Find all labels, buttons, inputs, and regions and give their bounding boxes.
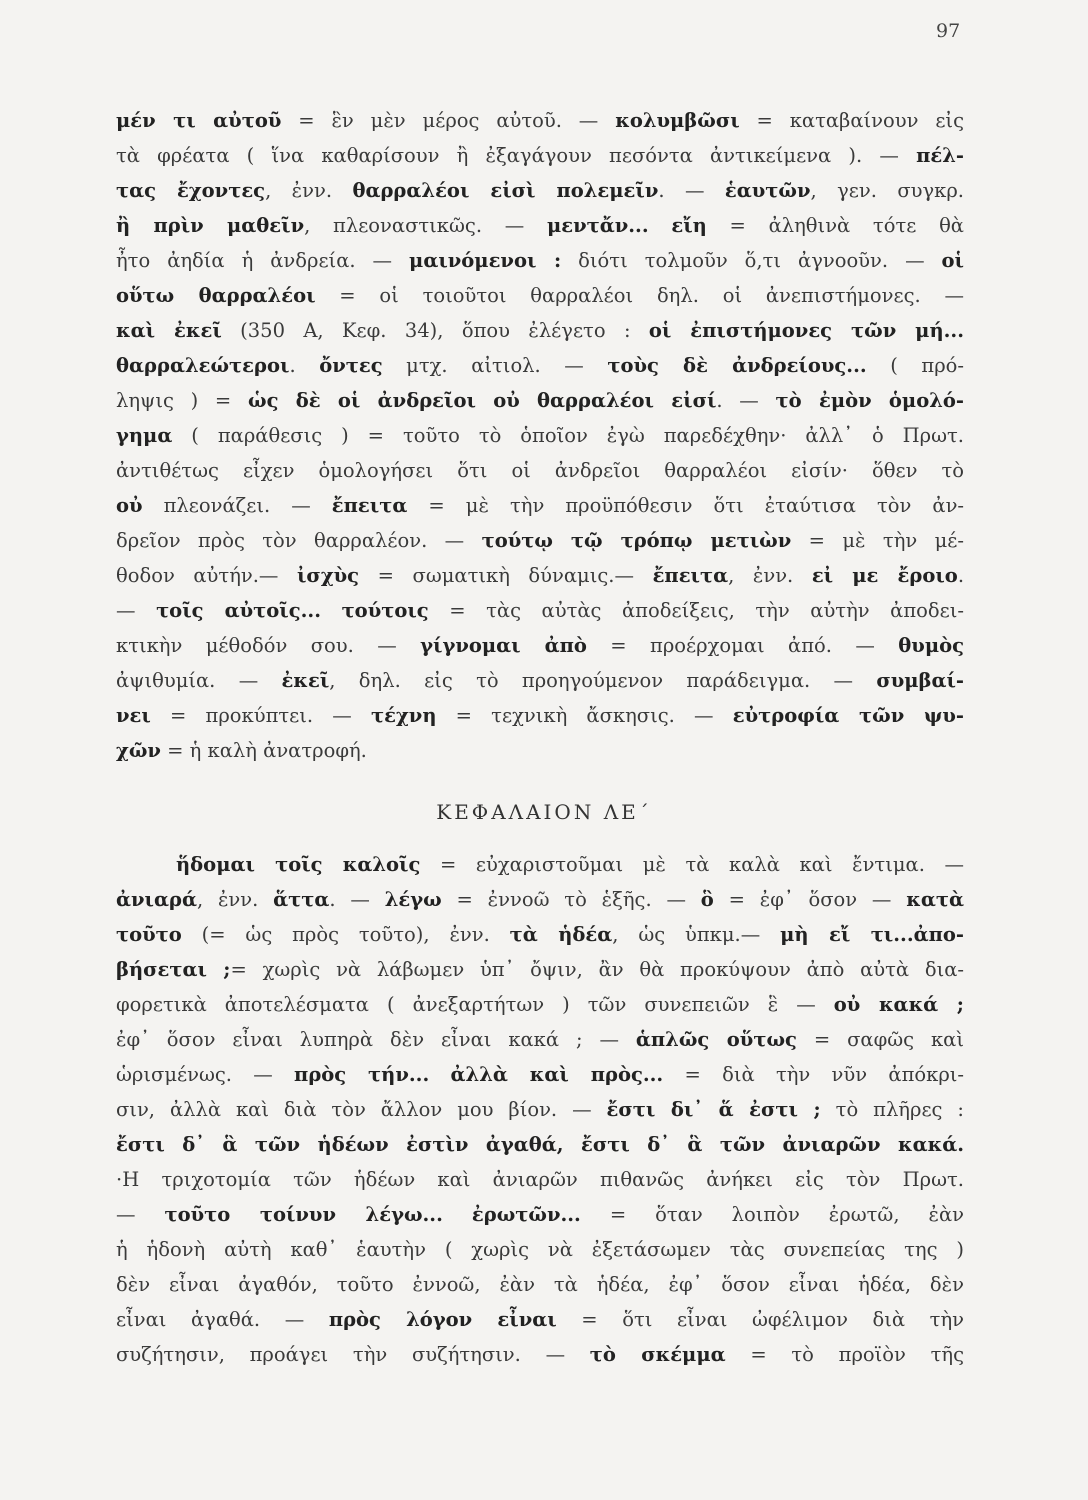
text-line bbox=[116, 243, 964, 278]
gloss-text: = προέρχομαι ἀπό. — bbox=[586, 634, 899, 657]
lemma-bold: ὄντες bbox=[319, 354, 383, 377]
lemma-bold: γίγνομαι ἀπὸ bbox=[420, 634, 587, 657]
text-line bbox=[116, 1197, 964, 1232]
gloss-text: = διὰ τὴν νῦν ἀπόκρι- bbox=[663, 1063, 964, 1086]
text-line bbox=[116, 917, 964, 952]
text-line bbox=[116, 733, 964, 768]
lemma-bold: τέχνη bbox=[370, 704, 437, 727]
gloss-text: , ἐνν. bbox=[728, 564, 812, 587]
text-line bbox=[116, 1057, 964, 1092]
lemma-bold: ἑαυτῶν bbox=[724, 179, 811, 202]
text-line bbox=[116, 1022, 964, 1057]
lemma-bold: οἱ bbox=[941, 249, 964, 272]
lemma-bold: τοῖς αὐτοῖς... bbox=[156, 599, 321, 622]
lemma-bold: ἔπειτα bbox=[331, 494, 408, 517]
gloss-text: μτχ. αἰτιολ. — bbox=[382, 354, 608, 377]
gloss-text: σιν, ἀλλὰ καὶ διὰ τὸν ἄλλον μου βίον. — bbox=[116, 1098, 607, 1121]
gloss-text: = εὐχαριστοῦμαι μὲ τὰ καλὰ καὶ ἔντιμα. — bbox=[420, 853, 964, 876]
text-line bbox=[116, 208, 964, 243]
gloss-text: τὰ φρέατα ( ἵνα καθαρίσουν ἢ ἐξαγάγουν πεσόντα ἀντικείμενα ). — bbox=[116, 144, 917, 167]
gloss-text: = μὲ τὴν μέ- bbox=[791, 529, 964, 552]
lemma-bold: μαινόμενοι : bbox=[409, 249, 562, 272]
text-line bbox=[116, 663, 964, 698]
lemma-bold: οὕτω θαρραλέοι bbox=[116, 284, 316, 307]
gloss-text: , δηλ. εἰς τὸ προηγούμενον παράδειγμα. — bbox=[329, 669, 877, 692]
gloss-text: κτικὴν μέθοδόν σου. — bbox=[116, 634, 421, 657]
gloss-text: = ἐφ᾽ ὅσον — bbox=[713, 888, 907, 911]
gloss-text: . — bbox=[716, 389, 776, 412]
commentary-block-2 bbox=[116, 847, 964, 1372]
lemma-bold: ἔστι δ᾽ ἃ τῶν ἡδέων ἐστὶν ἀγαθά, ἔστι δ᾽ ἃ τῶν ἀνιαρῶν κακά. bbox=[116, 1133, 964, 1156]
text-line bbox=[116, 488, 964, 523]
gloss-text: ὡρισμένως. — bbox=[116, 1063, 295, 1086]
lemma-bold: ἔστι δι᾽ ἅ ἐστι ; bbox=[606, 1098, 821, 1121]
lemma-bold: μὴ εἴ τι...ἀπο- bbox=[780, 923, 964, 946]
lemma-bold: εἴη bbox=[671, 214, 707, 237]
gloss-text: ἀντιθέτως εἶχεν ὁμολογήσει ὅτι οἱ ἀνδρεῖοι θαρραλέοι εἰσίν· ὅθεν τὸ bbox=[116, 459, 964, 482]
lemma-bold: εἰ με ἔροιο bbox=[811, 564, 958, 587]
gloss-text: ( πρό- bbox=[866, 354, 964, 377]
gloss-text: . bbox=[289, 354, 320, 377]
lemma-bold: βήσεται ; bbox=[116, 958, 231, 981]
gloss-text: = ἐννοῶ τὸ ἑξῆς. — bbox=[441, 888, 701, 911]
lemma-bold: κατὰ bbox=[906, 888, 964, 911]
text-line bbox=[116, 523, 964, 558]
gloss-text: διότι τολμοῦν ὅ,τι ἀγνοοῦν. — bbox=[561, 249, 942, 272]
lemma-bold: θυμὸς bbox=[898, 634, 964, 657]
text-line bbox=[116, 1267, 964, 1302]
page-number: 97 bbox=[936, 20, 961, 42]
gloss-text: ἦτο ἀηδία ἡ ἀνδρεία. — bbox=[116, 249, 410, 272]
lemma-bold: ἐρωτῶν... bbox=[471, 1203, 581, 1226]
text-line bbox=[116, 1092, 964, 1127]
lemma-bold: τὰ ἡδέα bbox=[509, 923, 613, 946]
lemma-bold: τὸ σκέμμα bbox=[589, 1343, 726, 1366]
gloss-text: , πλεοναστικῶς. — bbox=[304, 214, 547, 237]
gloss-text: (= ὡς πρὸς τοῦτο), ἐνν. bbox=[181, 923, 510, 946]
text-line bbox=[116, 1127, 964, 1162]
chapter-heading: ΚΕΦΑΛΑΙΟΝ ΛΕ΄ bbox=[436, 800, 652, 824]
gloss-text: = καταβαίνουν εἰς bbox=[739, 109, 964, 132]
gloss-text bbox=[429, 1063, 450, 1086]
text-line bbox=[116, 628, 964, 663]
text-line bbox=[116, 952, 964, 987]
gloss-text: = προκύπτει. — bbox=[150, 704, 371, 727]
gloss-text: εἶναι ἀγαθά. — bbox=[116, 1308, 329, 1331]
gloss-text bbox=[321, 599, 342, 622]
gloss-text: = ἡ καλὴ ἀνατροφή. bbox=[160, 739, 367, 762]
gloss-text: . — bbox=[329, 888, 385, 911]
text-line bbox=[116, 453, 964, 488]
lemma-bold: κολυμβῶσι bbox=[615, 109, 740, 132]
gloss-text: . bbox=[957, 564, 964, 587]
text-line bbox=[116, 558, 964, 593]
lemma-bold: ἥδομαι τοῖς καλοῖς bbox=[176, 853, 421, 876]
gloss-text: = ὅτι εἶναι ὠφέλιμον διὰ τὴν bbox=[556, 1308, 964, 1331]
gloss-text: , ἐνν. bbox=[196, 888, 274, 911]
lemma-bold: νει bbox=[116, 704, 151, 727]
text-line bbox=[116, 313, 964, 348]
gloss-text: πλεονάζει. — bbox=[142, 494, 332, 517]
gloss-text: = τὰς αὐτὰς ἀποδείξεις, τὴν αὐτὴν ἀποδει- bbox=[428, 599, 964, 622]
lemma-bold: ἢ πρὶν μαθεῖν bbox=[116, 214, 305, 237]
lemma-bold: γημα bbox=[116, 424, 173, 447]
lemma-bold: πρὸς λόγον εἶναι bbox=[328, 1308, 557, 1331]
gloss-text: = σαφῶς καὶ bbox=[796, 1028, 964, 1051]
text-line bbox=[116, 987, 964, 1022]
lemma-bold: τοῦτο bbox=[116, 923, 182, 946]
gloss-text: = τεχνικὴ ἄσκησις. — bbox=[436, 704, 733, 727]
gloss-text: — bbox=[116, 1203, 165, 1226]
lemma-bold: τοῦτο τοίνυν λέγω... bbox=[164, 1203, 443, 1226]
gloss-text: , ὡς ὑπκμ.— bbox=[612, 923, 781, 946]
text-line bbox=[116, 1232, 964, 1267]
lemma-bold: τας ἔχοντες bbox=[116, 179, 266, 202]
gloss-text bbox=[443, 1203, 472, 1226]
text-line bbox=[116, 1162, 964, 1197]
gloss-text bbox=[649, 214, 672, 237]
gloss-text: ἡ ἡδονὴ αὐτὴ καθ᾽ ἑαυτὴν ( χωρὶς νὰ ἐξετάσωμεν τὰς συνεπείας της ) bbox=[116, 1238, 964, 1261]
text-line bbox=[116, 593, 964, 628]
gloss-text: = χωρὶς νὰ λάβωμεν ὑπ᾽ ὄψιν, ἂν θὰ προκύψουν ἀπὸ αὐτὰ δια- bbox=[230, 958, 964, 981]
gloss-text: = μὲ τὴν προϋπόθεσιν ὅτι ἐταύτισα τὸν ἀν- bbox=[407, 494, 964, 517]
gloss-text: . — bbox=[658, 179, 725, 202]
gloss-text: = ἀληθινὰ τότε θὰ bbox=[706, 214, 964, 237]
text-line bbox=[116, 1337, 964, 1372]
lemma-bold: οὐ κακά ; bbox=[833, 993, 964, 1016]
lemma-bold: ἁπλῶς οὕτως bbox=[635, 1028, 797, 1051]
lemma-bold: εὐτροφία τῶν ψυ- bbox=[732, 704, 964, 727]
lemma-bold: ἔπειτα bbox=[652, 564, 729, 587]
gloss-text: ἐφ᾽ ὅσον εἶναι λυπηρὰ δὲν εἶναι κακά ; — bbox=[116, 1028, 636, 1051]
gloss-text: ληψις ) = bbox=[116, 389, 248, 412]
gloss-text: θοδον αὐτήν.— bbox=[116, 564, 297, 587]
lemma-bold: πέλ- bbox=[916, 144, 964, 167]
lemma-bold: μεντἄν... bbox=[546, 214, 649, 237]
gloss-text: = ἓν μὲν μέρος αὐτοῦ. — bbox=[281, 109, 616, 132]
lemma-bold: ὡς δὲ οἱ ἀνδρεῖοι οὐ θαρραλέοι εἰσί bbox=[248, 389, 717, 412]
text-line bbox=[116, 383, 964, 418]
text-line bbox=[116, 173, 964, 208]
gloss-text: δὲν εἶναι ἀγαθόν, τοῦτο ἐννοῶ, ἐὰν τὰ ἡδέα, ἐφ᾽ ὅσον εἶναι ἡδέα, δὲν bbox=[116, 1273, 964, 1296]
gloss-text: ·Η τριχοτομία τῶν ἡδέων καὶ ἀνιαρῶν πιθανῶς ἀνήκει εἰς τὸν Πρωτ. bbox=[116, 1168, 964, 1191]
gloss-text: (350 Α, Κεφ. 34), ὅπου ἐλέγετο : bbox=[221, 319, 649, 342]
lemma-bold: πρὸς τήν... bbox=[294, 1063, 430, 1086]
lemma-bold: οἱ ἐπιστήμονες τῶν μή... bbox=[648, 319, 964, 342]
text-line bbox=[116, 103, 964, 138]
lemma-bold: οὐ bbox=[116, 494, 143, 517]
lemma-bold: ὃ bbox=[700, 888, 714, 911]
gloss-text: — bbox=[116, 599, 157, 622]
lemma-bold: καὶ ἐκεῖ bbox=[116, 319, 222, 342]
gloss-text: τὸ πλῆρες : bbox=[820, 1098, 964, 1121]
lemma-bold: ἀνιαρά bbox=[116, 888, 197, 911]
text-line bbox=[116, 882, 964, 917]
gloss-text: = τὸ προϊὸν τῆς bbox=[725, 1343, 964, 1366]
text-line bbox=[116, 348, 964, 383]
lemma-bold: λέγω bbox=[384, 888, 442, 911]
gloss-text: φορετικὰ ἀποτελέσματα ( ἀνεξαρτήτων ) τῶν συνεπειῶν ἓ — bbox=[116, 993, 834, 1016]
lemma-bold: τούτοις bbox=[341, 599, 429, 622]
gloss-text: , ἐνν. bbox=[265, 179, 353, 202]
lemma-bold: χῶν bbox=[116, 739, 161, 762]
gloss-text: συζήτησιν, προάγει τὴν συζήτησιν. — bbox=[116, 1343, 590, 1366]
gloss-text: = οἱ τοιοῦτοι θαρραλέοι δηλ. οἱ ἀνεπιστήμονες. — bbox=[315, 284, 964, 307]
lemma-bold: ἅττα bbox=[273, 888, 330, 911]
gloss-text: ( παράθεσις ) = τοῦτο τὸ ὁποῖον ἐγὼ παρεδέχθην· ἀλλ᾽ ὁ Πρωτ. bbox=[172, 424, 964, 447]
lemma-bold: τοὺς δὲ ἀνδρείους... bbox=[607, 354, 867, 377]
lemma-bold: τὸ ἐμὸν ὁμολό- bbox=[775, 389, 964, 412]
text-line bbox=[116, 1302, 964, 1337]
commentary-block-1 bbox=[116, 103, 964, 768]
lemma-bold: ἀλλὰ καὶ πρὸς... bbox=[450, 1063, 664, 1086]
gloss-text: δρεῖον πρὸς τὸν θαρραλέον. — bbox=[116, 529, 482, 552]
text-line bbox=[116, 418, 964, 453]
lemma-bold: ἐκεῖ bbox=[281, 669, 330, 692]
text-line bbox=[116, 138, 964, 173]
gloss-text: ἀψιθυμία. — bbox=[116, 669, 282, 692]
lemma-bold: τούτῳ τῷ τρόπῳ μετιὼν bbox=[481, 529, 792, 552]
lemma-bold: θαρραλεώτεροι bbox=[116, 354, 290, 377]
text-line bbox=[116, 698, 964, 733]
lemma-bold: θαρραλέοι εἰσὶ πολεμεῖν bbox=[352, 179, 659, 202]
lemma-bold: συμβαί- bbox=[876, 669, 964, 692]
lemma-bold: ἰσχὺς bbox=[297, 564, 360, 587]
gloss-text: = ὅταν λοιπὸν ἐρωτῶ, ἐὰν bbox=[580, 1203, 964, 1226]
lemma-bold: μέν τι αὐτοῦ bbox=[116, 109, 282, 132]
text-line bbox=[116, 278, 964, 313]
gloss-text: = σωματικὴ δύναμις.— bbox=[359, 564, 653, 587]
gloss-text: , γεν. συγκρ. bbox=[810, 179, 964, 202]
text-line bbox=[116, 847, 964, 882]
